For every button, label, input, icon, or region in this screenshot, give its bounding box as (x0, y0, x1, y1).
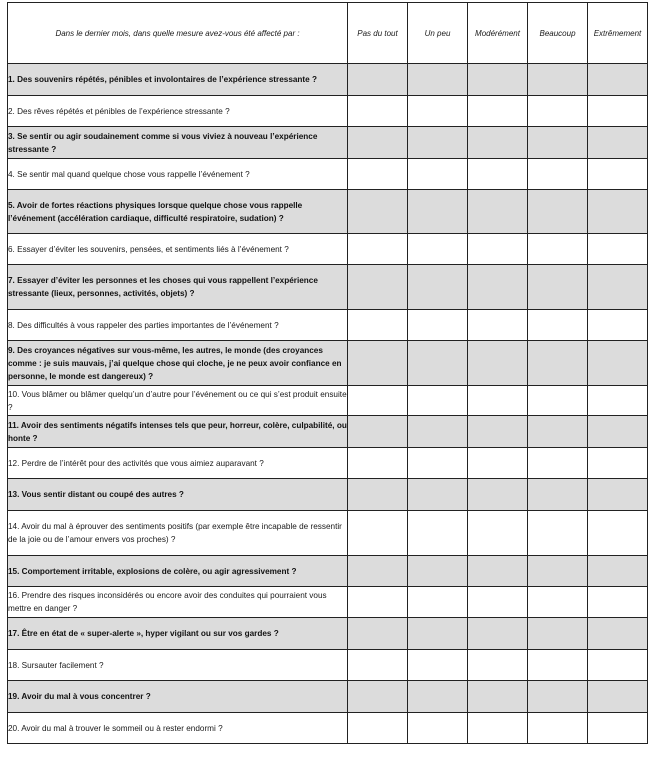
table-row (8, 618, 648, 650)
answer-cell-un-peu[interactable] (408, 64, 468, 96)
answer-cell-pas-du-tout[interactable] (348, 127, 408, 159)
table-row (8, 713, 648, 744)
question-rows (8, 64, 648, 744)
question-text: 11. Avoir des sentiments négatifs intenses tels que peur, horreur, colère, culpabilité, ou honte ? (8, 416, 348, 448)
answer-cell-beaucoup[interactable] (528, 448, 588, 479)
answer-cell-un-peu[interactable] (408, 618, 468, 650)
table-row (8, 650, 648, 681)
answer-cell-beaucoup[interactable] (528, 64, 588, 96)
answer-cell-pas-du-tout[interactable] (348, 587, 408, 618)
table-row (8, 159, 648, 190)
question-text: 15. Comportement irritable, explosions de colère, ou agir agressivement ? (8, 556, 348, 587)
answer-cell-extremement[interactable] (588, 386, 648, 416)
answer-cell-beaucoup[interactable] (528, 556, 588, 587)
answer-cell-pas-du-tout[interactable] (348, 234, 408, 265)
answer-cell-pas-du-tout[interactable] (348, 159, 408, 190)
table-row (8, 587, 648, 618)
questionnaire-table (7, 2, 648, 744)
answer-cell-un-peu[interactable] (408, 386, 468, 416)
answer-cell-beaucoup[interactable] (528, 386, 588, 416)
answer-cell-pas-du-tout[interactable] (348, 190, 408, 234)
answer-cell-beaucoup[interactable] (528, 234, 588, 265)
answer-cell-pas-du-tout[interactable] (348, 96, 408, 127)
answer-cell-un-peu[interactable] (408, 556, 468, 587)
answer-cell-un-peu[interactable] (408, 681, 468, 713)
question-text: 20. Avoir du mal à trouver le sommeil ou à rester endormi ? (8, 713, 348, 744)
answer-cell-beaucoup[interactable] (528, 618, 588, 650)
answer-cell-un-peu[interactable] (408, 448, 468, 479)
question-header: Dans le dernier mois, dans quelle mesure avez-vous été affecté par : (8, 3, 348, 64)
answer-cell-beaucoup[interactable] (528, 681, 588, 713)
answer-cell-moderement[interactable] (468, 265, 528, 310)
answer-cell-un-peu[interactable] (408, 190, 468, 234)
answer-cell-pas-du-tout[interactable] (348, 64, 408, 96)
answer-cell-moderement[interactable] (468, 416, 528, 448)
option-header-un-peu: Un peu (408, 3, 468, 64)
answer-cell-pas-du-tout[interactable] (348, 556, 408, 587)
answer-cell-un-peu[interactable] (408, 479, 468, 511)
answer-cell-un-peu[interactable] (408, 713, 468, 744)
answer-cell-moderement[interactable] (468, 386, 528, 416)
answer-cell-moderement[interactable] (468, 127, 528, 159)
answer-cell-pas-du-tout[interactable] (348, 341, 408, 386)
answer-cell-un-peu[interactable] (408, 234, 468, 265)
table-row (8, 511, 648, 556)
table-row (8, 234, 648, 265)
answer-cell-extremement[interactable] (588, 587, 648, 618)
question-text: 6. Essayer d’éviter les souvenirs, pensées, et sentiments liés à l’événement ? (8, 234, 348, 265)
answer-cell-beaucoup[interactable] (528, 479, 588, 511)
answer-cell-pas-du-tout[interactable] (348, 448, 408, 479)
answer-cell-un-peu[interactable] (408, 341, 468, 386)
answer-cell-extremement[interactable] (588, 556, 648, 587)
answer-cell-beaucoup[interactable] (528, 416, 588, 448)
answer-cell-beaucoup[interactable] (528, 650, 588, 681)
answer-cell-beaucoup[interactable] (528, 96, 588, 127)
answer-cell-extremement[interactable] (588, 159, 648, 190)
question-text: 4. Se sentir mal quand quelque chose vous rappelle l’événement ? (8, 159, 348, 190)
table-row (8, 341, 648, 386)
answer-cell-pas-du-tout[interactable] (348, 650, 408, 681)
answer-cell-moderement[interactable] (468, 96, 528, 127)
answer-cell-extremement[interactable] (588, 265, 648, 310)
answer-cell-extremement[interactable] (588, 713, 648, 744)
answer-cell-un-peu[interactable] (408, 96, 468, 127)
question-text: 9. Des croyances négatives sur vous-même, les autres, le monde (des croyances comme : je suis mauvais, j’ai quelque chose qui cloche, je ne peux avoir confiance en personne, le monde est dangereux) ? (8, 341, 348, 386)
answer-cell-pas-du-tout[interactable] (348, 265, 408, 310)
option-header-beaucoup: Beaucoup (528, 3, 588, 64)
answer-cell-moderement[interactable] (468, 341, 528, 386)
answer-cell-moderement[interactable] (468, 556, 528, 587)
answer-cell-beaucoup[interactable] (528, 511, 588, 556)
table-row (8, 64, 648, 96)
table-row (8, 416, 648, 448)
question-text: 7. Essayer d’éviter les personnes et les choses qui vous rappellent l’expérience stressante (lieux, personnes, activités, objets) ? (8, 265, 348, 310)
question-text: 18. Sursauter facilement ? (8, 650, 348, 681)
answer-cell-extremement[interactable] (588, 96, 648, 127)
answer-cell-extremement[interactable] (588, 681, 648, 713)
question-text: 19. Avoir du mal à vous concentrer ? (8, 681, 348, 713)
table-row (8, 265, 648, 310)
question-text: 3. Se sentir ou agir soudainement comme si vous viviez à nouveau l’expérience stressante ? (8, 127, 348, 159)
answer-cell-pas-du-tout[interactable] (348, 310, 408, 341)
answer-cell-un-peu[interactable] (408, 265, 468, 310)
answer-cell-pas-du-tout[interactable] (348, 713, 408, 744)
table-row (8, 681, 648, 713)
question-text: 14. Avoir du mal à éprouver des sentiments positifs (par exemple être incapable de ressentir de la joie ou de l’amour envers vos proches) ? (8, 511, 348, 556)
question-text: 10. Vous blâmer ou blâmer quelqu’un d’autre pour l’événement ou ce qui s’est produit ensuite ? (8, 386, 348, 416)
question-text: 17. Être en état de « super-alerte », hyper vigilant ou sur vos gardes ? (8, 618, 348, 650)
table-row (8, 310, 648, 341)
table-row (8, 448, 648, 479)
answer-cell-moderement[interactable] (468, 587, 528, 618)
answer-cell-pas-du-tout[interactable] (348, 479, 408, 511)
answer-cell-beaucoup[interactable] (528, 341, 588, 386)
answer-cell-extremement[interactable] (588, 479, 648, 511)
answer-cell-extremement[interactable] (588, 127, 648, 159)
answer-cell-pas-du-tout[interactable] (348, 618, 408, 650)
answer-cell-un-peu[interactable] (408, 159, 468, 190)
answer-cell-moderement[interactable] (468, 681, 528, 713)
option-header-pas-du-tout: Pas du tout (348, 3, 408, 64)
answer-cell-moderement[interactable] (468, 448, 528, 479)
answer-cell-moderement[interactable] (468, 159, 528, 190)
answer-cell-extremement[interactable] (588, 234, 648, 265)
answer-cell-moderement[interactable] (468, 618, 528, 650)
answer-cell-moderement[interactable] (468, 64, 528, 96)
answer-cell-moderement[interactable] (468, 234, 528, 265)
table-row (8, 479, 648, 511)
answer-cell-moderement[interactable] (468, 479, 528, 511)
answer-cell-beaucoup[interactable] (528, 265, 588, 310)
answer-cell-pas-du-tout[interactable] (348, 416, 408, 448)
question-text: 2. Des rêves répétés et pénibles de l’expérience stressante ? (8, 96, 348, 127)
answer-cell-extremement[interactable] (588, 650, 648, 681)
table-row (8, 127, 648, 159)
answer-cell-pas-du-tout[interactable] (348, 681, 408, 713)
answer-cell-un-peu[interactable] (408, 127, 468, 159)
question-text: 8. Des difficultés à vous rappeler des parties importantes de l’événement ? (8, 310, 348, 341)
answer-cell-moderement[interactable] (468, 713, 528, 744)
answer-cell-moderement[interactable] (468, 310, 528, 341)
answer-cell-extremement[interactable] (588, 448, 648, 479)
answer-cell-beaucoup[interactable] (528, 159, 588, 190)
answer-cell-pas-du-tout[interactable] (348, 386, 408, 416)
answer-cell-moderement[interactable] (468, 190, 528, 234)
question-text: 13. Vous sentir distant ou coupé des autres ? (8, 479, 348, 511)
table-row (8, 96, 648, 127)
answer-cell-beaucoup[interactable] (528, 310, 588, 341)
header-row (8, 3, 648, 64)
answer-cell-beaucoup[interactable] (528, 127, 588, 159)
answer-cell-beaucoup[interactable] (528, 713, 588, 744)
question-text: 5. Avoir de fortes réactions physiques lorsque quelque chose vous rappelle l’événement (accélération cardiaque, difficulté respiratoire, sudation) ? (8, 190, 348, 234)
question-text: 12. Perdre de l’intérêt pour des activités que vous aimiez auparavant ? (8, 448, 348, 479)
answer-cell-extremement[interactable] (588, 190, 648, 234)
answer-cell-beaucoup[interactable] (528, 587, 588, 618)
answer-cell-moderement[interactable] (468, 511, 528, 556)
table-row (8, 190, 648, 234)
table-row (8, 556, 648, 587)
question-text: 16. Prendre des risques inconsidérés ou encore avoir des conduites qui pourraient vous mettre en danger ? (8, 587, 348, 618)
answer-cell-un-peu[interactable] (408, 310, 468, 341)
option-header-moderement: Modérément (468, 3, 528, 64)
answer-cell-extremement[interactable] (588, 341, 648, 386)
option-header-extremement: Extrêmement (588, 3, 648, 64)
answer-cell-un-peu[interactable] (408, 587, 468, 618)
answer-cell-extremement[interactable] (588, 511, 648, 556)
answer-cell-pas-du-tout[interactable] (348, 511, 408, 556)
answer-cell-moderement[interactable] (468, 650, 528, 681)
answer-cell-beaucoup[interactable] (528, 190, 588, 234)
answer-cell-extremement[interactable] (588, 64, 648, 96)
answer-cell-un-peu[interactable] (408, 416, 468, 448)
answer-cell-extremement[interactable] (588, 310, 648, 341)
answer-cell-un-peu[interactable] (408, 650, 468, 681)
question-text: 1. Des souvenirs répétés, pénibles et involontaires de l’expérience stressante ? (8, 64, 348, 96)
answer-cell-extremement[interactable] (588, 618, 648, 650)
answer-cell-un-peu[interactable] (408, 511, 468, 556)
answer-cell-extremement[interactable] (588, 416, 648, 448)
table-row (8, 386, 648, 416)
